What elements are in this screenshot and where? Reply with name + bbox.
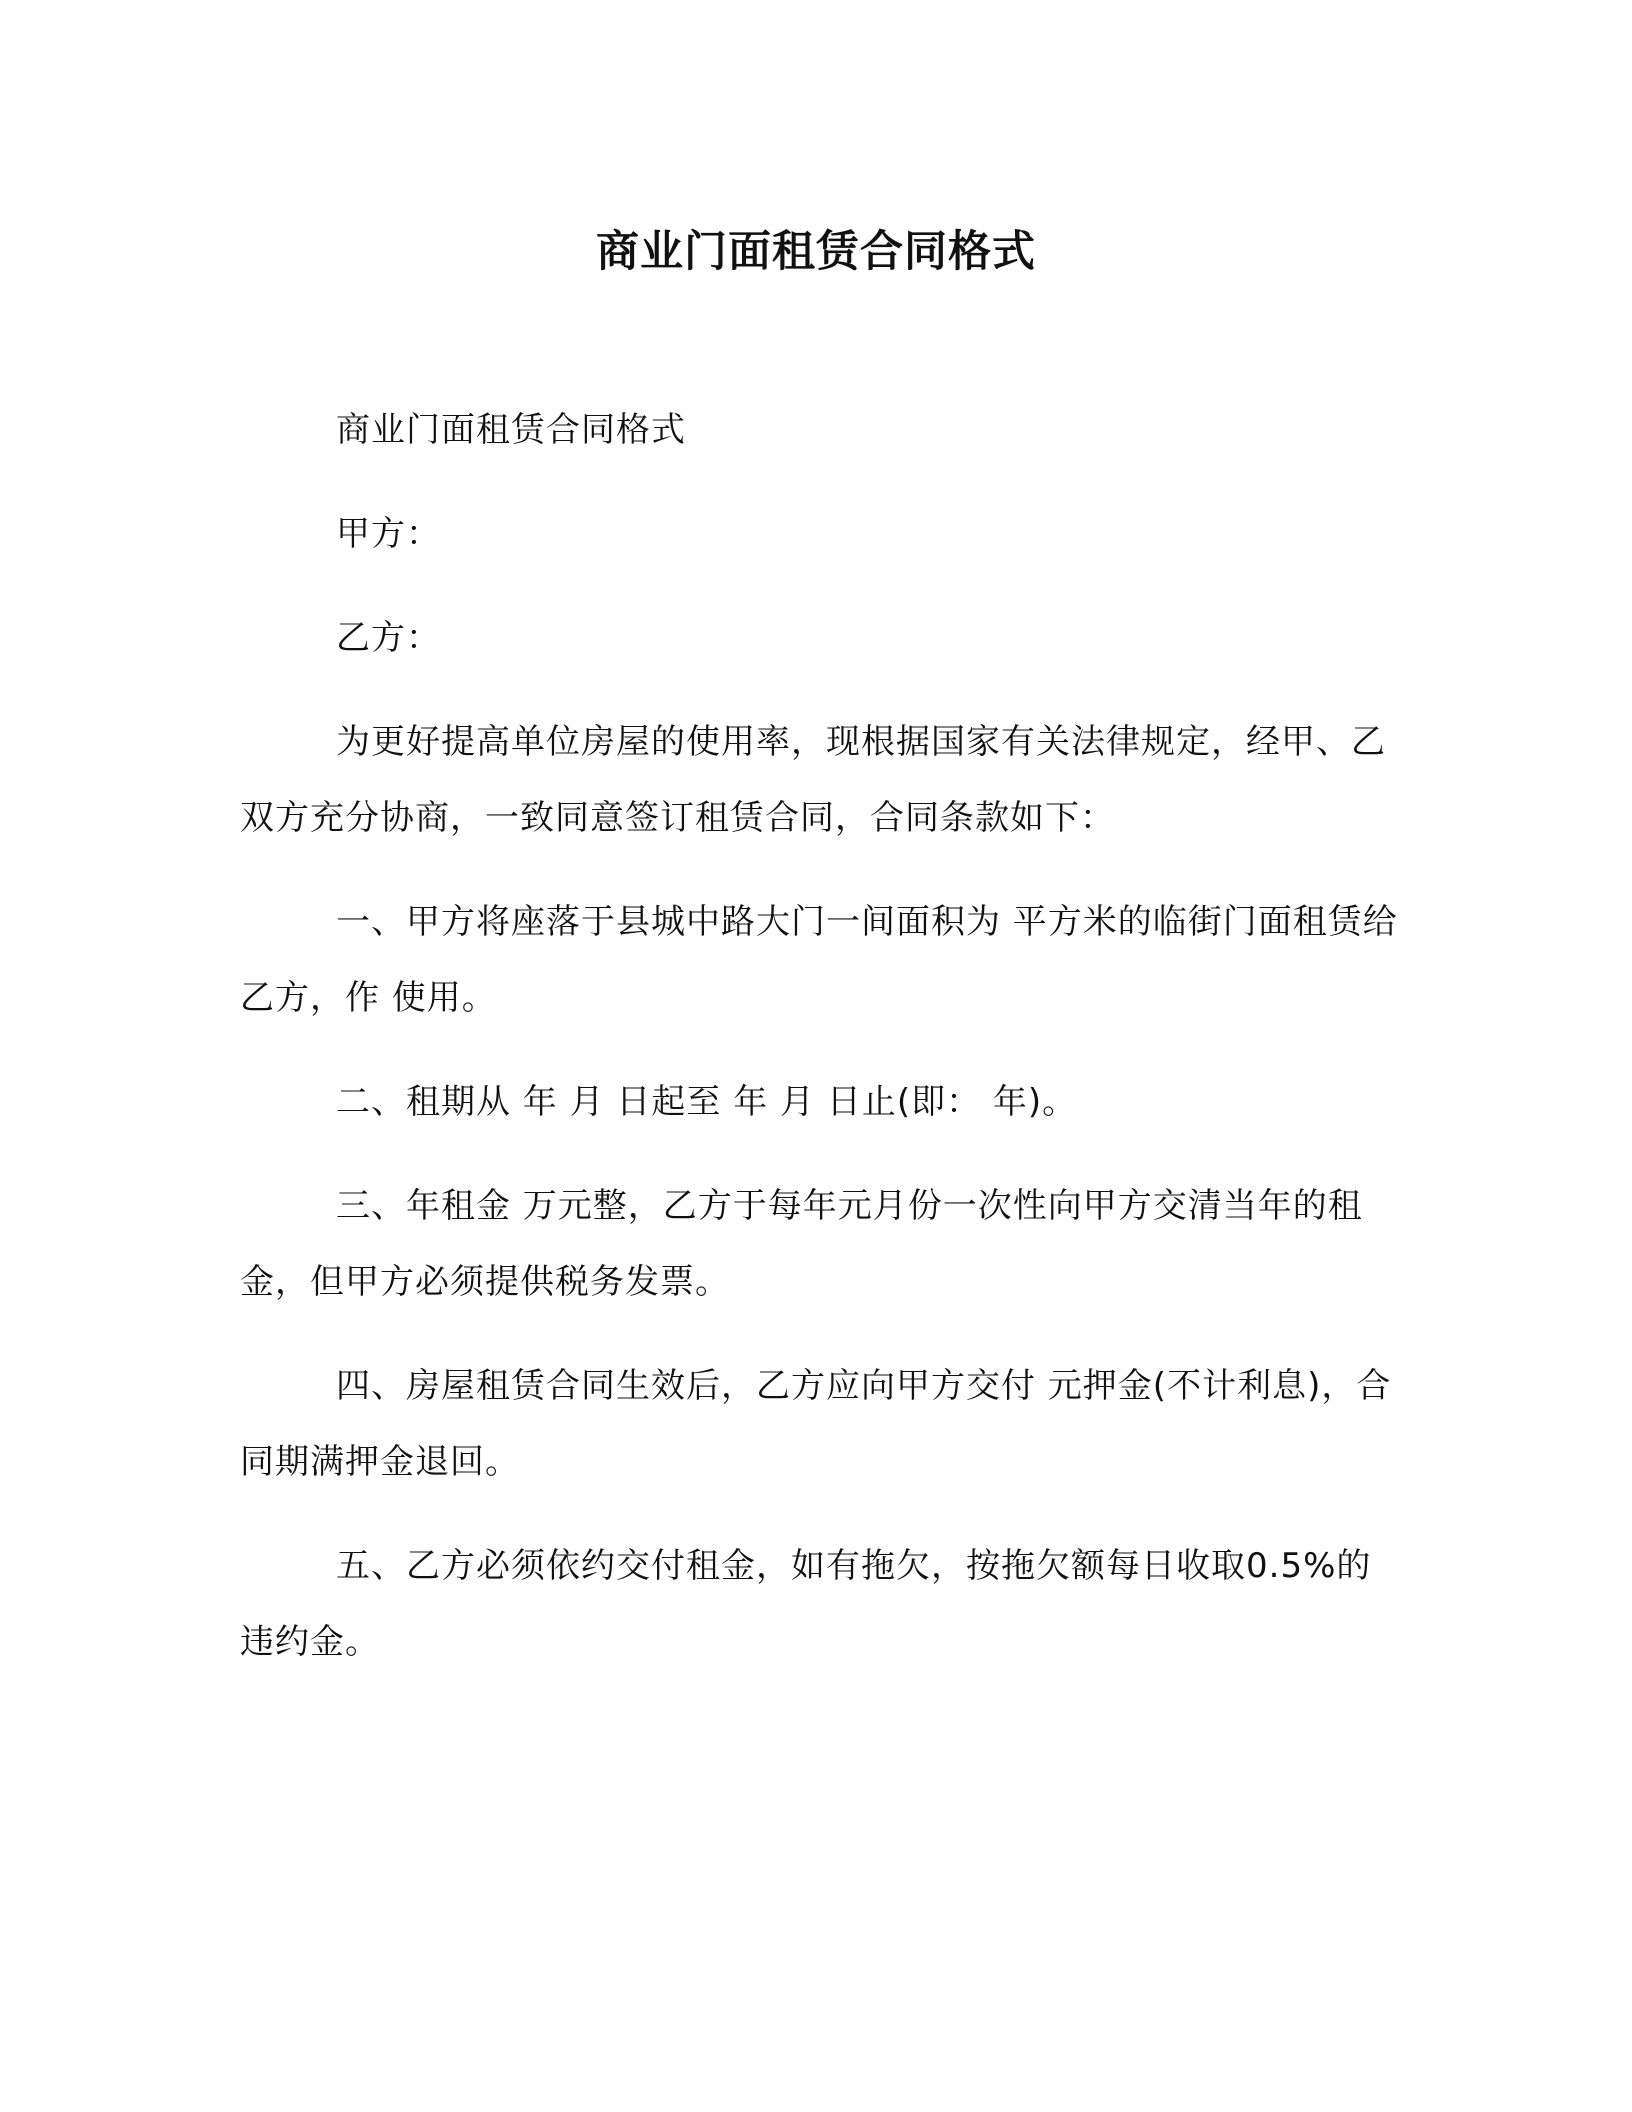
paragraph-subtitle: 商业门面租赁合同格式 — [336, 410, 686, 450]
paragraph-clause-3: 三、年租金 万元整，乙方于每年元月份一次性向甲方交清当年的租金，但甲方必须提供税务发票。 — [240, 1186, 1363, 1302]
paragraph-clause-4: 四、房屋租赁合同生效后，乙方应向甲方交付 元押金(不计利息)，合同期满押金退回。 — [240, 1366, 1392, 1482]
document-body — [240, 392, 1400, 1680]
paragraph-clause-1: 一、甲方将座落于县城中路大门一间面积为 平方米的临街门面租赁给乙方，作 使用。 — [240, 902, 1398, 1018]
paragraph-preamble: 为更好提高单位房屋的使用率，现根据国家有关法律规定，经甲、乙双方充分协商，一致同意签订租赁合同，合同条款如下： — [240, 722, 1386, 838]
paragraph-clause-2: 二、租期从 年 月 日起至 年 月 日止(即： 年)。 — [336, 1082, 1078, 1122]
paragraph-party-b: 乙方： — [336, 618, 441, 658]
document-title: 商业门面租赁合同格式 — [596, 227, 1036, 277]
paragraph-clause-5: 五、乙方必须依约交付租金，如有拖欠，按拖欠额每日收取0.5%的违约金。 — [240, 1546, 1372, 1662]
paragraph-party-a: 甲方： — [336, 514, 441, 554]
